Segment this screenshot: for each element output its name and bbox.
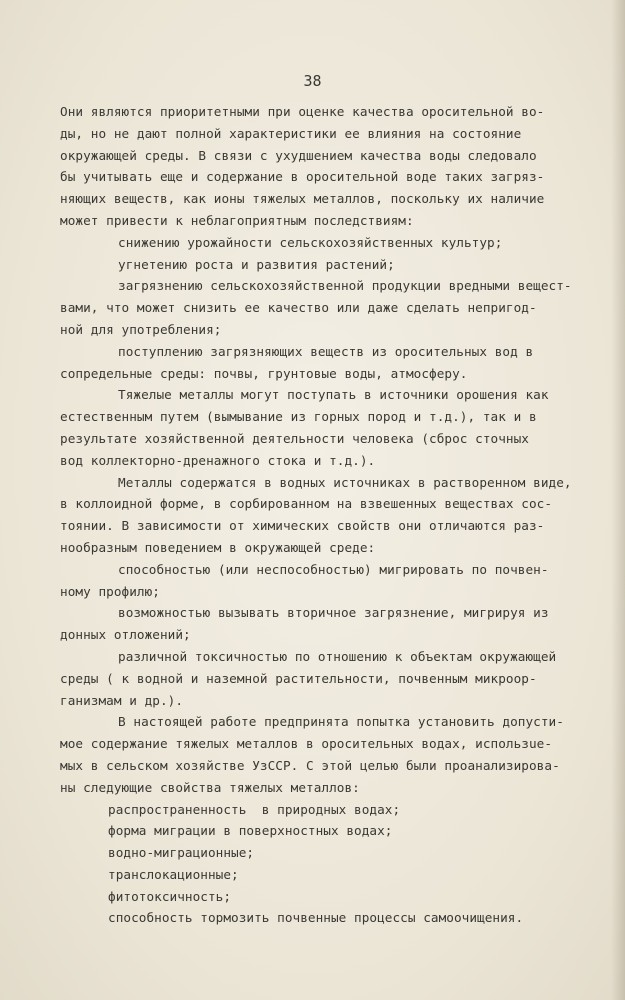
text-line: мое содержание тяжелых металлов в оросительных водах, использue- [60,736,553,752]
list-item: угнетению роста и развития растений; [118,256,395,272]
text-line: ной для употребления; [60,321,222,337]
list-item: водно-миграционные; [108,845,255,861]
text-line: Они являются приоритетными при оценке качества оросительной во- [60,104,545,119]
page-number: 38 [303,72,322,90]
text-line: няющих веществ, как ионы тяжелых металлов, поскольку их наличие [60,191,545,207]
list-item: загрязнению сельскохозяйственной продукции вредными вещест- [118,278,572,294]
text-line: вами, что может снизить ее качество или даже сделать непригод- [60,300,537,316]
list-item: транслокационные; [108,866,239,882]
list-item: возможностью вызывать вторичное загрязнение, мигрируя из [118,605,549,621]
list-item: распространенность в природных водах; [108,801,401,817]
text-line: может привести к неблагоприятным последствиям: [60,212,414,228]
text-line: окружающей среды. В связи с ухудшением качества воды следовало [60,147,537,163]
text-line: естественным путем (вымывание из горных пород и т.д.), так и в [60,409,537,425]
text-line: сопредельные среды: почвы, грунтовые воды, атмосферу. [60,365,468,381]
text-line: ны следующие свойства тяжелых металлов: [60,779,360,795]
paragraph-start: В настоящей работе предпринята попытка установить допусти- [118,714,564,730]
text-line: в коллоидной форме, в сорбированном на взвешенных веществах сос- [60,496,553,512]
text-line: донных отложений; [60,627,191,643]
text-line: нообразным поведением в окружающей среде: [60,539,376,555]
list-item: снижению урожайности сельскохозяйственных культур; [118,234,503,250]
body-text [60,101,625,929]
text-line: ды, но не дают полной характеристики ее влияния на состояние [60,125,522,141]
text-line: ганизмам и др.). [60,692,184,708]
text-line: вод коллекторно-дренажного стока и т.д.). [60,452,376,468]
text-line: бы учитывать еще и содержание в оросительной воде таких загряз- [60,169,545,185]
text-line: тоянии. В зависимости от химических свойств они отличаются раз- [60,518,545,534]
paragraph-start: Металлы содержатся в водных источниках в растворенном виде, [118,474,572,490]
list-item: различной токсичностью по отношению к объектам окружающей [118,648,557,664]
text-line: мых в сельском хозяйстве УзССР. С этой целью были проанализирова- [60,757,560,773]
text-line: результате хозяйственной деятельности человека (сброс сточных [60,430,529,446]
paragraph-start: Тяжелые металлы могут поступать в источники орошения как [118,387,549,403]
list-item: способность тормозить почвенные процессы самоочищения. [108,910,524,926]
list-item: поступлению загрязняющих веществ из оросительных вод в [118,343,534,359]
list-item: способностью (или неспособностью) мигрировать по почвен- [118,561,549,577]
list-item: форма миграции в поверхностных водах; [108,823,393,839]
text-line: среды ( к водной и наземной растительности, почвенным микроор- [60,670,537,686]
list-item: фитотоксичность; [108,888,232,904]
text-line: ному профилю; [60,583,160,599]
